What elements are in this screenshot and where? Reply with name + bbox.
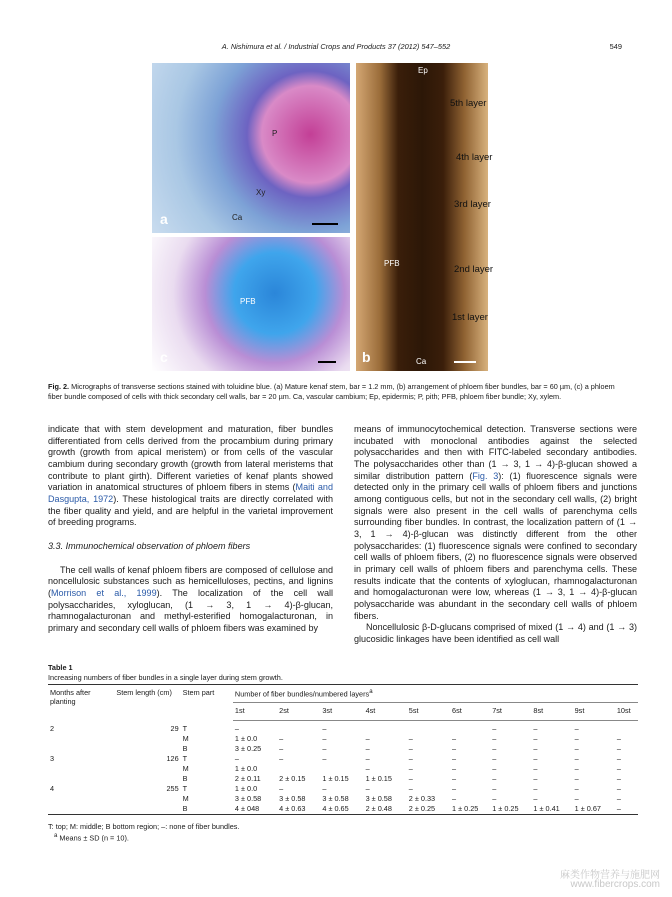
paragraph-text: Noncellulosic β-D-glucans comprised of mixed (1 → 4) and (1 → 3) glucosidic linkages have been identified as cell wall [354, 622, 637, 644]
table-cell [48, 794, 114, 804]
table-cell [114, 734, 180, 744]
table-cell: 3 ± 0.25 [234, 744, 262, 753]
micrograph-panel-c [152, 237, 350, 371]
table-cell: 1 ± 0.25 [452, 804, 479, 813]
table-row [48, 774, 638, 784]
table-row [48, 804, 638, 815]
table-cell: T [182, 754, 188, 763]
table-cell: – [574, 784, 579, 793]
table-cell: – [322, 734, 327, 743]
table-cell: – [452, 764, 457, 773]
table-cell: – [279, 784, 284, 793]
panel-letter-c: c [160, 349, 168, 365]
table-row [48, 721, 638, 735]
table-cell: – [408, 744, 413, 753]
table-cell: – [452, 774, 457, 783]
table-cell: – [616, 744, 621, 753]
table-cell [450, 721, 490, 735]
table-cell: M [182, 764, 189, 773]
table-cell: – [533, 724, 538, 733]
table-cell: – [452, 734, 457, 743]
table-caption-text: Increasing numbers of fiber bundles in a single layer during stem growth. [48, 673, 283, 682]
table-cell [320, 764, 363, 774]
table-cell: – [492, 764, 497, 773]
table-label: Table 1 [48, 663, 73, 672]
layer-header-cell: 2st [277, 703, 320, 721]
paragraph-text: ): (1) fluorescence signals were detected only in the primary cell walls of phloem fibers and junctions among contiguous cells, but not in the secondary cell walls, (2) bright signals were also present in the cell walls of parenchyma cells surrounding fiber bundles. In contrast, the localization pattern of (1 → 3, 1 → 4)-β-glucan was distinctly different from the other polysaccharides: (1) fluorescence signals were confined to secondary cell walls of phloem fibers, (2) no fluorescence signals were observed in primary cell walls of phloem fibers and parenchyma cells. These results indicate that the contents of xyloglucan, rhamnogalacturonan and homogalacturonan were low, whereas (1 → 3, 1 → 4)-β-glucan polysaccharide was abundant in the secondary cell walls of phloem fibers. [354, 470, 637, 621]
figure-caption [48, 382, 628, 402]
header-months: Months after planting [50, 688, 91, 706]
table-cell [114, 764, 180, 774]
table-cell: 3 ± 0.58 [279, 794, 306, 803]
table-cell: – [234, 724, 239, 733]
table-row [48, 744, 638, 754]
layer-header-cell: 1st [233, 703, 277, 721]
table-cell: 1 ± 0.25 [492, 804, 519, 813]
scale-bar [318, 361, 336, 363]
layer-header-cell: 4st [364, 703, 407, 721]
table-cell: M [182, 794, 189, 803]
table-cell [48, 734, 114, 744]
table-cell: – [616, 804, 621, 813]
table-cell: – [279, 754, 284, 763]
paragraph-text: means of immunocytochemical detection. Transverse sections were incubated with monoclonal antibodies against the selected polysaccharides and then with FITC-labeled secondary antibodies. The polysaccharides other than (1 → 3, 1 → 4)-β-glucan showed a similar distribution pattern ( [354, 424, 637, 481]
watermark-url: www.fibercrops.com [570, 879, 660, 890]
table-cell: – [574, 794, 579, 803]
table-cell: 3 [50, 754, 55, 763]
table-caption [48, 663, 283, 683]
footnote-text: Means ± SD (n = 10). [59, 833, 129, 843]
table-cell: – [279, 744, 284, 753]
scale-bar [454, 361, 476, 363]
table-footnote-sd [54, 832, 129, 842]
header-group-text: Number of fiber bundles/numbered layers [234, 689, 370, 699]
layer-label-3rd: 3rd layer [454, 199, 491, 210]
table-cell: 126 [166, 754, 179, 763]
table-cell: 2 ± 0.33 [408, 794, 436, 803]
table-cell: – [452, 754, 457, 763]
table-cell: 1 ± 0.67 [574, 804, 601, 813]
table-cell: – [452, 784, 457, 793]
table-cell: M [182, 734, 189, 743]
table-cell: B [182, 804, 188, 813]
paragraph-text: ). The localization of the cell wall polysaccharides, xyloglucan, (1 → 3, 1 → 4)-β-glucan, rhamnogalacturonan and methyl-esterified homogalacturonan, in primary and secondary cell walls of phloem fibers was examined by [48, 587, 333, 633]
citation-link[interactable]: Morrison et al., 1999 [51, 587, 157, 598]
table-row [48, 754, 638, 764]
table-cell: B [182, 744, 188, 753]
running-header [0, 42, 672, 54]
table-row [48, 794, 638, 804]
table-body [48, 721, 638, 815]
table-cell: – [533, 744, 538, 753]
citation-link[interactable]: Maiti and Dasgupta, 1972 [48, 482, 333, 504]
table-cell [407, 721, 450, 735]
table-cell [48, 804, 114, 815]
label-pith: P [272, 129, 278, 138]
table-footnote: T: top; M: middle; B bottom region; –: none of fiber bundles. [48, 822, 240, 831]
table-row [48, 764, 638, 774]
table-cell: – [492, 744, 497, 753]
scale-bar [312, 223, 338, 225]
table-cell: – [279, 734, 284, 743]
table-row [48, 784, 638, 794]
label-epidermis: Ep [418, 66, 428, 75]
page-number: 549 [609, 42, 622, 51]
table-cell: – [533, 764, 538, 773]
table-cell [114, 794, 180, 804]
table-cell: – [365, 734, 370, 743]
table-cell [114, 804, 180, 815]
layer-header-cell: 7st [490, 703, 531, 721]
paragraph-text: ). These histological traits are directly correlated with the fiber quality and yield, and are helpful in the varietal improvement of breeding programs. [48, 493, 334, 528]
micrograph-panel-a [152, 63, 350, 233]
table-cell: – [322, 724, 327, 733]
micrograph-panel-b [356, 63, 488, 371]
table-cell: 29 [170, 723, 179, 733]
table-cell: – [365, 784, 370, 793]
layer-header-cell: 3st [320, 703, 363, 721]
layer-header-cell: 10st [615, 703, 638, 721]
table-cell: T [182, 784, 188, 793]
table-cell: – [408, 784, 413, 793]
table-cell: – [322, 784, 327, 793]
table-cell: – [574, 744, 579, 753]
table-cell: 2 ± 0.11 [234, 774, 261, 783]
journal-citation: A. Nishimura et al. / Industrial Crops and Products 37 (2012) 547–552 [221, 42, 451, 51]
table-cell: 2 [50, 723, 55, 733]
layer-label-2nd: 2nd layer [454, 264, 494, 275]
table-cell: – [452, 794, 457, 803]
layer-header-cell: 9st [573, 703, 615, 721]
watermark-cn: 麻类作物营养与施肥网 [560, 870, 660, 881]
header-group [233, 685, 638, 703]
table-cell: 4 ± 0.63 [279, 804, 306, 813]
left-column [48, 424, 333, 635]
table-cell: – [492, 724, 497, 733]
table-cell: – [408, 754, 413, 763]
label-xylem: Xy [256, 188, 266, 197]
figure-link[interactable]: Fig. 3 [472, 470, 499, 481]
table-cell [114, 774, 180, 784]
table-row [48, 734, 638, 744]
table-cell: – [234, 754, 239, 763]
fiber-bundle-table [48, 684, 638, 815]
layer-header-cell: 5st [407, 703, 450, 721]
table-cell: B [182, 774, 188, 783]
table-cell: – [408, 774, 413, 783]
table-cell: 2 ± 0.25 [408, 804, 436, 813]
table-cell: 1 ± 0.0 [234, 784, 258, 793]
table-cell: – [533, 774, 538, 783]
table-cell: – [533, 734, 538, 743]
table-cell: – [616, 764, 621, 773]
panel-letter-b: b [362, 349, 371, 365]
table-cell [277, 764, 320, 774]
table-cell: – [492, 794, 497, 803]
table-cell [48, 744, 114, 754]
table-cell: 1 ± 0.0 [234, 734, 258, 743]
table-cell: – [574, 764, 579, 773]
table-cell: – [533, 754, 538, 763]
table-cell: T [182, 723, 188, 733]
section-heading: 3.3. Immunochemical observation of phloem fibers [48, 540, 251, 551]
table-cell: 3 ± 0.58 [234, 794, 262, 803]
table-cell: 2 ± 0.48 [365, 804, 392, 813]
layer-label-5th: 5th layer [450, 98, 487, 109]
table-cell [615, 721, 638, 735]
table-cell: – [574, 734, 579, 743]
table-cell: 4 ± 0.65 [322, 804, 349, 813]
table-cell [114, 744, 180, 754]
label-pfb: PFB [240, 297, 256, 306]
table-cell [48, 774, 114, 784]
table-cell: – [574, 774, 579, 783]
panel-letter-a: a [160, 211, 168, 227]
table-cell: 1 ± 0.15 [322, 774, 349, 783]
layer-label-1st: 1st layer [452, 312, 488, 323]
table-cell: – [616, 754, 621, 763]
table-cell: 4 [50, 784, 55, 793]
paragraph-text: indicate that with stem development and maturation, fiber bundles differentiated from cells derived from the procambium during primary growth (growth from apical meristem) or from cells of the vascular cambium during secondary growth (growth from lateral meristems that contribute to plant girth). Different varieties of kenaf plants showed variation in anatomical structures of phloem fibers in stems ( [48, 424, 333, 493]
table-cell: – [408, 764, 413, 773]
table-cell: – [616, 734, 621, 743]
table-cell: – [322, 754, 327, 763]
table-cell: 255 [166, 784, 179, 793]
right-column [354, 424, 637, 645]
table-cell: – [533, 794, 538, 803]
table-cell: – [492, 784, 497, 793]
header-stem-length: Stem length (cm) [116, 688, 172, 697]
table-cell: – [616, 794, 621, 803]
table-cell: 2 ± 0.15 [279, 774, 306, 783]
label-pfb: PFB [384, 259, 400, 268]
table-cell: – [408, 734, 413, 743]
table-cell: 3 ± 0.58 [322, 794, 349, 803]
table-cell: 1 ± 0.41 [533, 804, 560, 813]
layer-label-4th: 4th layer [456, 152, 493, 163]
table-cell [277, 721, 320, 735]
table-cell: – [574, 724, 579, 733]
table-cell: 1 ± 0.0 [234, 764, 258, 773]
table-cell: – [492, 754, 497, 763]
paragraph-text: The cell walls of kenaf phloem fibers are composed of cellulose and noncellulosic substances such as hemicelluloses, pectins, and lignins ( [48, 564, 333, 598]
table-cell [364, 721, 407, 735]
table-cell: 3 ± 0.58 [365, 794, 392, 803]
label-cambium: Ca [416, 357, 427, 366]
table-cell: – [574, 754, 579, 763]
table-cell: – [452, 744, 457, 753]
table-header-row [48, 685, 638, 703]
table-cell: – [616, 774, 621, 783]
figure-label: Fig. 2. [48, 382, 70, 391]
table-cell: – [322, 744, 327, 753]
label-cambium: Ca [232, 213, 243, 222]
table-cell: – [492, 774, 497, 783]
layer-header-cell: 8st [531, 703, 572, 721]
table-cell: – [492, 734, 497, 743]
table-cell: 4 ± 048 [234, 804, 260, 813]
layer-header-cell: 6st [450, 703, 490, 721]
footnote-marker: a [54, 832, 58, 839]
table-cell: – [365, 764, 370, 773]
table-cell: – [365, 754, 370, 763]
table-cell: – [616, 784, 621, 793]
table-cell: 1 ± 0.15 [365, 774, 392, 783]
table-cell [48, 764, 114, 774]
table-cell: – [533, 784, 538, 793]
figure-caption-text: Micrographs of transverse sections stained with toluidine blue. (a) Mature kenaf stem, bar = 1.2 mm, (b) arrangement of phloem fiber bundles, bar = 60 µm, (c) a phloem fiber bundle composed of cells with thick secondary cell walls, bar = 20 µm. Ca, vascular cambium; Ep, epidermis; P, pith; PFB, phloem fiber bundle; Xy, xylem. [48, 382, 615, 401]
header-stem-part: Stem part [182, 688, 215, 697]
table-cell: – [365, 744, 370, 753]
footnote-marker: a [369, 688, 373, 695]
